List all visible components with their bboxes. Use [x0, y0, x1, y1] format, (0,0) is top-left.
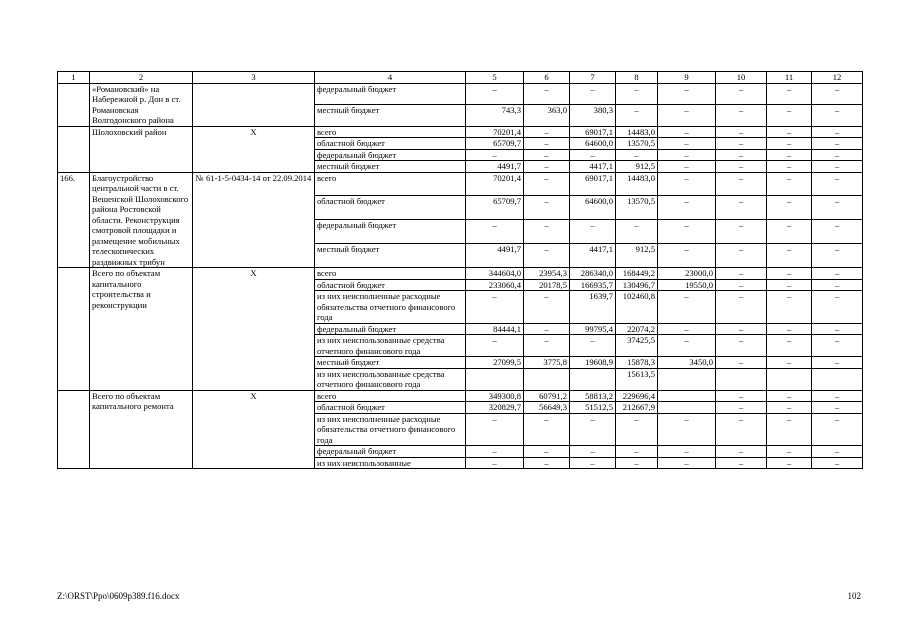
- page-number: 102: [847, 591, 861, 601]
- value-cell: –: [716, 357, 767, 369]
- value-cell: 344604,0: [466, 268, 524, 280]
- value-cell: –: [616, 413, 658, 446]
- object-name-cell: Всего по объектам капитального строительства и реконструкции: [90, 268, 193, 391]
- value-cell: –: [658, 149, 716, 161]
- funding-source-cell: местный бюджет: [315, 105, 466, 127]
- value-cell: –: [524, 126, 570, 138]
- value-cell: –: [466, 291, 524, 324]
- funding-source-cell: из них неиспользованные: [315, 457, 466, 469]
- value-cell: –: [658, 413, 716, 446]
- value-cell: 286340,0: [570, 268, 616, 280]
- funding-source-cell: областной бюджет: [315, 279, 466, 291]
- value-cell: –: [658, 457, 716, 469]
- value-cell: 349300,8: [466, 390, 524, 402]
- value-cell: –: [767, 402, 812, 414]
- value-cell: –: [767, 357, 812, 369]
- value-cell: –: [767, 413, 812, 446]
- value-cell: 14483,0: [616, 172, 658, 196]
- value-cell: 19550,0: [658, 279, 716, 291]
- value-cell: –: [658, 172, 716, 196]
- value-cell: –: [658, 126, 716, 138]
- value-cell: 102460,8: [616, 291, 658, 324]
- value-cell: –: [524, 446, 570, 458]
- document-cell: [193, 83, 315, 126]
- value-cell: 4491,7: [466, 244, 524, 268]
- value-cell: –: [524, 196, 570, 220]
- column-header-4: 4: [315, 72, 466, 84]
- value-cell: 4491,7: [466, 161, 524, 173]
- value-cell: –: [658, 244, 716, 268]
- value-cell: 99795,4: [570, 323, 616, 335]
- value-cell: –: [716, 323, 767, 335]
- value-cell: –: [767, 196, 812, 220]
- funding-source-cell: областной бюджет: [315, 196, 466, 220]
- value-cell: –: [524, 291, 570, 324]
- value-cell: 229696,4: [616, 390, 658, 402]
- value-cell: 65709,7: [466, 138, 524, 150]
- row-number-cell: [58, 268, 90, 391]
- value-cell: –: [524, 323, 570, 335]
- value-cell: 912,5: [616, 161, 658, 173]
- value-cell: –: [616, 83, 658, 105]
- value-cell: 212667,9: [616, 402, 658, 414]
- value-cell: –: [524, 220, 570, 244]
- value-cell: –: [767, 161, 812, 173]
- object-name-cell: «Романовский» на Набережной р. Дон в ст. Романовская Волгодонского района: [90, 83, 193, 126]
- value-cell: –: [716, 196, 767, 220]
- value-cell: –: [767, 323, 812, 335]
- funding-source-cell: областной бюджет: [315, 138, 466, 150]
- value-cell: 51512,5: [570, 402, 616, 414]
- funding-source-cell: федеральный бюджет: [315, 446, 466, 458]
- value-cell: 15613,5: [616, 368, 658, 390]
- value-cell: –: [716, 138, 767, 150]
- value-cell: 19608,9: [570, 357, 616, 369]
- value-cell: –: [812, 105, 863, 127]
- value-cell: 380,3: [570, 105, 616, 127]
- value-cell: 3450,0: [658, 357, 716, 369]
- value-cell: –: [466, 83, 524, 105]
- value-cell: [812, 368, 863, 390]
- document-cell: № 61-1-5-0434-14 от 22.09.2014: [193, 172, 315, 268]
- value-cell: –: [716, 291, 767, 324]
- value-cell: –: [716, 126, 767, 138]
- value-cell: 69017,1: [570, 172, 616, 196]
- value-cell: [716, 368, 767, 390]
- value-cell: –: [767, 457, 812, 469]
- value-cell: –: [767, 149, 812, 161]
- value-cell: 166935,7: [570, 279, 616, 291]
- value-cell: –: [524, 335, 570, 357]
- value-cell: –: [716, 390, 767, 402]
- value-cell: –: [570, 446, 616, 458]
- value-cell: –: [716, 457, 767, 469]
- value-cell: –: [570, 335, 616, 357]
- value-cell: –: [658, 83, 716, 105]
- value-cell: –: [466, 457, 524, 469]
- value-cell: –: [570, 220, 616, 244]
- value-cell: –: [812, 138, 863, 150]
- funding-source-cell: федеральный бюджет: [315, 220, 466, 244]
- value-cell: –: [716, 446, 767, 458]
- value-cell: –: [524, 172, 570, 196]
- value-cell: –: [767, 172, 812, 196]
- value-cell: –: [616, 149, 658, 161]
- value-cell: –: [716, 279, 767, 291]
- value-cell: 65709,7: [466, 196, 524, 220]
- funding-source-cell: всего: [315, 390, 466, 402]
- value-cell: –: [767, 244, 812, 268]
- value-cell: –: [466, 413, 524, 446]
- table-row: [58, 126, 863, 138]
- value-cell: –: [524, 413, 570, 446]
- value-cell: 70201,4: [466, 172, 524, 196]
- value-cell: –: [716, 105, 767, 127]
- funding-source-cell: федеральный бюджет: [315, 83, 466, 105]
- value-cell: –: [812, 83, 863, 105]
- funding-source-cell: из них неисполненные расходные обязательства отчетного финансового года: [315, 291, 466, 324]
- table-row: [58, 268, 863, 280]
- value-cell: –: [716, 83, 767, 105]
- funding-source-cell: местный бюджет: [315, 161, 466, 173]
- document-cell: Х: [193, 268, 315, 391]
- value-cell: –: [716, 268, 767, 280]
- value-cell: –: [524, 83, 570, 105]
- value-cell: –: [767, 279, 812, 291]
- value-cell: 743,3: [466, 105, 524, 127]
- value-cell: –: [767, 335, 812, 357]
- value-cell: –: [616, 457, 658, 469]
- table-row: [58, 83, 863, 105]
- value-cell: –: [812, 149, 863, 161]
- value-cell: –: [716, 220, 767, 244]
- value-cell: –: [524, 138, 570, 150]
- funding-source-cell: из них неиспользованные средства отчетного финансового года: [315, 368, 466, 390]
- value-cell: –: [812, 268, 863, 280]
- row-number-cell: [58, 83, 90, 126]
- value-cell: –: [658, 323, 716, 335]
- value-cell: –: [658, 291, 716, 324]
- value-cell: 4417,1: [570, 161, 616, 173]
- funding-source-cell: местный бюджет: [315, 357, 466, 369]
- value-cell: 320829,7: [466, 402, 524, 414]
- value-cell: 233060,4: [466, 279, 524, 291]
- value-cell: –: [466, 149, 524, 161]
- value-cell: –: [716, 149, 767, 161]
- row-number-cell: [58, 390, 90, 469]
- value-cell: –: [812, 279, 863, 291]
- value-cell: –: [658, 161, 716, 173]
- funding-source-cell: областной бюджет: [315, 402, 466, 414]
- value-cell: –: [716, 402, 767, 414]
- value-cell: –: [466, 446, 524, 458]
- value-cell: [466, 368, 524, 390]
- value-cell: 27099,5: [466, 357, 524, 369]
- column-header-7: 7: [570, 72, 616, 84]
- value-cell: 14483,0: [616, 126, 658, 138]
- value-cell: –: [616, 220, 658, 244]
- column-header-3: 3: [193, 72, 315, 84]
- funding-source-cell: федеральный бюджет: [315, 149, 466, 161]
- table-header-row: [58, 72, 863, 84]
- value-cell: –: [812, 390, 863, 402]
- value-cell: 64600,0: [570, 196, 616, 220]
- value-cell: –: [812, 457, 863, 469]
- value-cell: –: [570, 83, 616, 105]
- funding-source-cell: всего: [315, 126, 466, 138]
- value-cell: –: [616, 446, 658, 458]
- value-cell: –: [716, 335, 767, 357]
- table-row: [58, 172, 863, 196]
- value-cell: –: [812, 196, 863, 220]
- document-cell: Х: [193, 390, 315, 469]
- value-cell: 70201,4: [466, 126, 524, 138]
- row-number-cell: [58, 126, 90, 172]
- value-cell: [658, 368, 716, 390]
- value-cell: 912,5: [616, 244, 658, 268]
- value-cell: 15878,3: [616, 357, 658, 369]
- value-cell: –: [716, 161, 767, 173]
- value-cell: –: [767, 83, 812, 105]
- funding-source-cell: местный бюджет: [315, 244, 466, 268]
- value-cell: 13570,5: [616, 196, 658, 220]
- value-cell: 69017,1: [570, 126, 616, 138]
- value-cell: –: [812, 172, 863, 196]
- value-cell: –: [524, 244, 570, 268]
- value-cell: –: [767, 291, 812, 324]
- value-cell: –: [812, 335, 863, 357]
- value-cell: –: [524, 457, 570, 469]
- value-cell: [570, 368, 616, 390]
- value-cell: 168449,2: [616, 268, 658, 280]
- funding-source-cell: федеральный бюджет: [315, 323, 466, 335]
- value-cell: 37425,5: [616, 335, 658, 357]
- table-row: [58, 390, 863, 402]
- value-cell: 60791,2: [524, 390, 570, 402]
- value-cell: –: [812, 402, 863, 414]
- value-cell: –: [812, 357, 863, 369]
- value-cell: –: [767, 126, 812, 138]
- value-cell: –: [466, 220, 524, 244]
- value-cell: 58813,2: [570, 390, 616, 402]
- object-name-cell: Всего по объектам капитального ремонта: [90, 390, 193, 469]
- funding-source-cell: всего: [315, 172, 466, 196]
- value-cell: 56649,3: [524, 402, 570, 414]
- column-header-6: 6: [524, 72, 570, 84]
- object-name-cell: Благоустройство центральной части в ст. Вешенской Шолоховского района Ростовской области. Реконструкция смотровой площадки и размещение мобильных телескопических раздвижных трибун: [90, 172, 193, 268]
- value-cell: –: [616, 105, 658, 127]
- value-cell: [658, 402, 716, 414]
- value-cell: –: [812, 126, 863, 138]
- value-cell: [524, 368, 570, 390]
- value-cell: –: [812, 291, 863, 324]
- value-cell: –: [812, 413, 863, 446]
- column-header-2: 2: [90, 72, 193, 84]
- value-cell: –: [812, 446, 863, 458]
- value-cell: –: [716, 244, 767, 268]
- value-cell: 20178,5: [524, 279, 570, 291]
- funding-source-cell: из них неисполненные расходные обязательства отчетного финансового года: [315, 413, 466, 446]
- value-cell: –: [658, 446, 716, 458]
- value-cell: 64600,0: [570, 138, 616, 150]
- row-number-cell: 166.: [58, 172, 90, 268]
- value-cell: –: [658, 220, 716, 244]
- object-name-cell: Шолоховский район: [90, 126, 193, 172]
- value-cell: 22074,2: [616, 323, 658, 335]
- value-cell: –: [812, 244, 863, 268]
- value-cell: –: [812, 161, 863, 173]
- value-cell: –: [767, 446, 812, 458]
- value-cell: –: [524, 161, 570, 173]
- value-cell: –: [767, 105, 812, 127]
- value-cell: [767, 368, 812, 390]
- value-cell: –: [570, 457, 616, 469]
- value-cell: –: [658, 335, 716, 357]
- budget-table: [57, 71, 863, 469]
- value-cell: –: [716, 172, 767, 196]
- value-cell: [658, 390, 716, 402]
- value-cell: –: [570, 413, 616, 446]
- funding-source-cell: всего: [315, 268, 466, 280]
- value-cell: –: [658, 196, 716, 220]
- value-cell: –: [767, 390, 812, 402]
- value-cell: –: [767, 268, 812, 280]
- value-cell: 363,0: [524, 105, 570, 127]
- value-cell: 23000,0: [658, 268, 716, 280]
- value-cell: –: [716, 413, 767, 446]
- value-cell: 13570,5: [616, 138, 658, 150]
- value-cell: 4417,1: [570, 244, 616, 268]
- value-cell: 3775,8: [524, 357, 570, 369]
- value-cell: –: [524, 149, 570, 161]
- column-header-10: 10: [716, 72, 767, 84]
- column-header-5: 5: [466, 72, 524, 84]
- value-cell: 130496,7: [616, 279, 658, 291]
- value-cell: 1639,7: [570, 291, 616, 324]
- value-cell: –: [570, 149, 616, 161]
- value-cell: –: [767, 220, 812, 244]
- column-header-12: 12: [812, 72, 863, 84]
- value-cell: –: [466, 335, 524, 357]
- footer-file-path: Z:\ORST\Ppo\0609p389.f16.docx: [57, 591, 180, 601]
- document-cell: Х: [193, 126, 315, 172]
- value-cell: –: [658, 105, 716, 127]
- column-header-11: 11: [767, 72, 812, 84]
- value-cell: –: [767, 138, 812, 150]
- value-cell: –: [812, 220, 863, 244]
- value-cell: 84444,1: [466, 323, 524, 335]
- funding-source-cell: из них неиспользованные средства отчетного финансового года: [315, 335, 466, 357]
- column-header-8: 8: [616, 72, 658, 84]
- column-header-9: 9: [658, 72, 716, 84]
- value-cell: –: [812, 323, 863, 335]
- value-cell: –: [658, 138, 716, 150]
- column-header-1: 1: [58, 72, 90, 84]
- value-cell: 23954,3: [524, 268, 570, 280]
